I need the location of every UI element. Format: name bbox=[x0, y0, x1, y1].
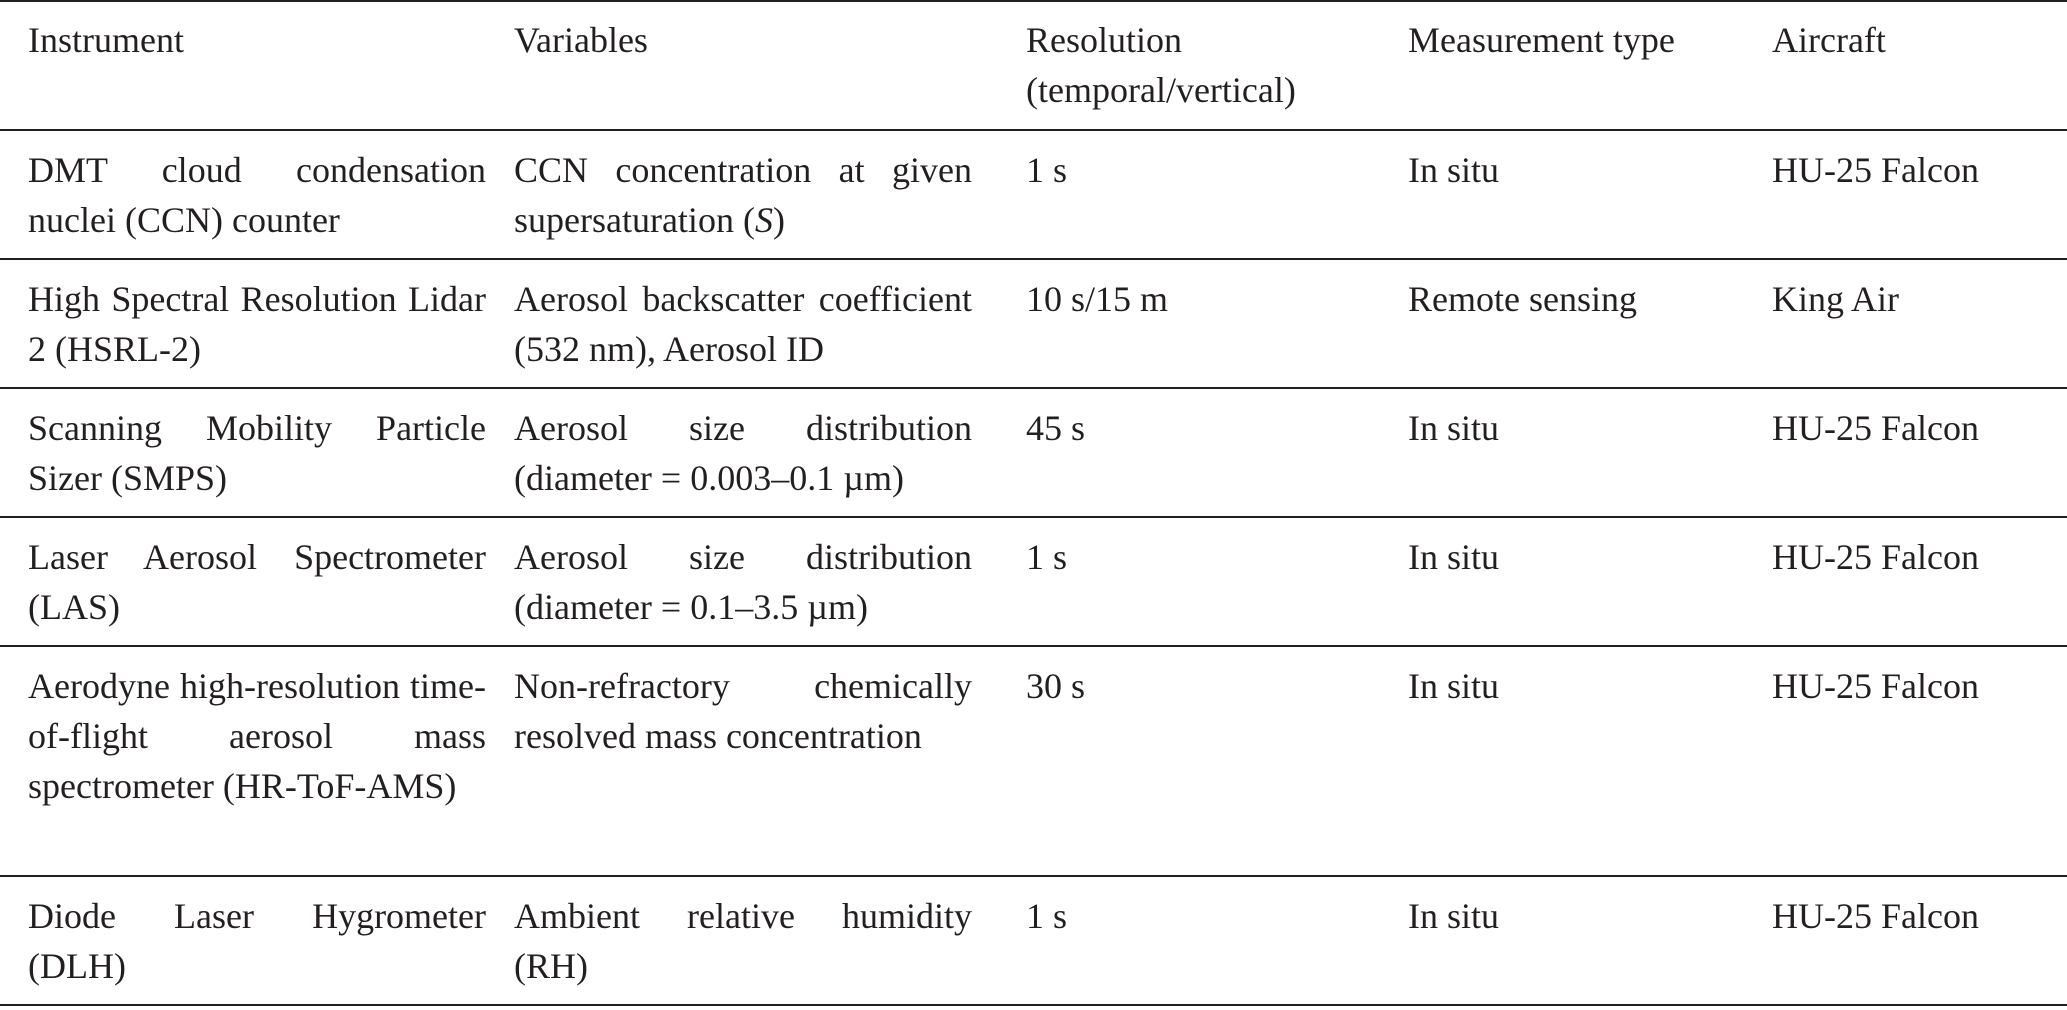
cell-resolution: 45 s bbox=[1026, 408, 1086, 448]
cell-instrument: Laser Aerosol Spectrometer (LAS) bbox=[28, 537, 486, 627]
cell-resolution: 30 s bbox=[1026, 666, 1086, 706]
cell-aircraft: King Air bbox=[1772, 279, 1900, 319]
cell-variables: Aerosol size distribution (diameter = 0.003–0.1 µm) bbox=[514, 408, 972, 498]
cell-instrument: Scanning Mobility Particle Sizer (SMPS) bbox=[28, 408, 486, 498]
cell-measurement-type: Remote sensing bbox=[1408, 279, 1637, 319]
cell-aircraft: HU-25 Falcon bbox=[1772, 150, 1979, 190]
cell-variables: Non-refractory chemically resolved mass concentration bbox=[514, 666, 972, 756]
cell-variables: Ambient relative humidity (RH) bbox=[514, 896, 972, 986]
header-instrument: Instrument bbox=[28, 20, 184, 60]
cell-instrument: DMT cloud condensation nuclei (CCN) counter bbox=[28, 150, 486, 240]
table-row bbox=[0, 130, 2067, 259]
cell-variables: Aerosol backscatter coefficient (532 nm), Aerosol ID bbox=[514, 279, 972, 369]
cell-measurement-type: In situ bbox=[1408, 896, 1500, 936]
cell-instrument: Aerodyne high-resolution time-of-flight aerosol mass spectrometer (HR-ToF-AMS) bbox=[28, 666, 486, 806]
cell-variables-close: ) bbox=[772, 200, 785, 240]
cell-resolution: 1 s bbox=[1026, 150, 1068, 190]
cell-variables bbox=[514, 145, 972, 245]
table-header bbox=[0, 1, 2067, 130]
cell-resolution: 10 s/15 m bbox=[1026, 279, 1169, 319]
header-aircraft: Aircraft bbox=[1772, 20, 1886, 60]
header-row bbox=[0, 1, 2067, 130]
table-row bbox=[0, 259, 2067, 388]
cell-aircraft: HU-25 Falcon bbox=[1772, 537, 1979, 577]
cell-measurement-type: In situ bbox=[1408, 150, 1500, 190]
header-variables: Variables bbox=[514, 20, 648, 60]
cell-variables: Aerosol size distribution (diameter = 0.1–3.5 µm) bbox=[514, 537, 972, 627]
table-row bbox=[0, 876, 2067, 1005]
cell-aircraft: HU-25 Falcon bbox=[1772, 408, 1979, 448]
cell-resolution: 1 s bbox=[1026, 537, 1068, 577]
cell-measurement-type: In situ bbox=[1408, 408, 1500, 448]
header-measurement-type: Measurement type bbox=[1408, 20, 1675, 60]
cell-resolution: 1 s bbox=[1026, 896, 1068, 936]
cell-aircraft: HU-25 Falcon bbox=[1772, 896, 1979, 936]
header-resolution bbox=[1026, 1, 1408, 130]
header-resolution-line1: Resolution bbox=[1026, 20, 1183, 60]
cell-instrument: High Spectral Resolution Lidar 2 (HSRL-2) bbox=[28, 279, 486, 369]
table-row bbox=[0, 646, 2067, 876]
table-body bbox=[0, 130, 2067, 1005]
cell-aircraft: HU-25 Falcon bbox=[1772, 666, 1979, 706]
supersaturation-symbol: S bbox=[754, 200, 773, 240]
cell-measurement-type: In situ bbox=[1408, 537, 1500, 577]
table-row bbox=[0, 388, 2067, 517]
cell-instrument: Diode Laser Hygrometer (DLH) bbox=[28, 896, 486, 986]
header-resolution-line2: (temporal/vertical) bbox=[1026, 70, 1296, 110]
cell-measurement-type: In situ bbox=[1408, 666, 1500, 706]
cell-variables-text: CCN concentration at given supersaturation ( bbox=[514, 150, 972, 240]
table-row bbox=[0, 517, 2067, 646]
